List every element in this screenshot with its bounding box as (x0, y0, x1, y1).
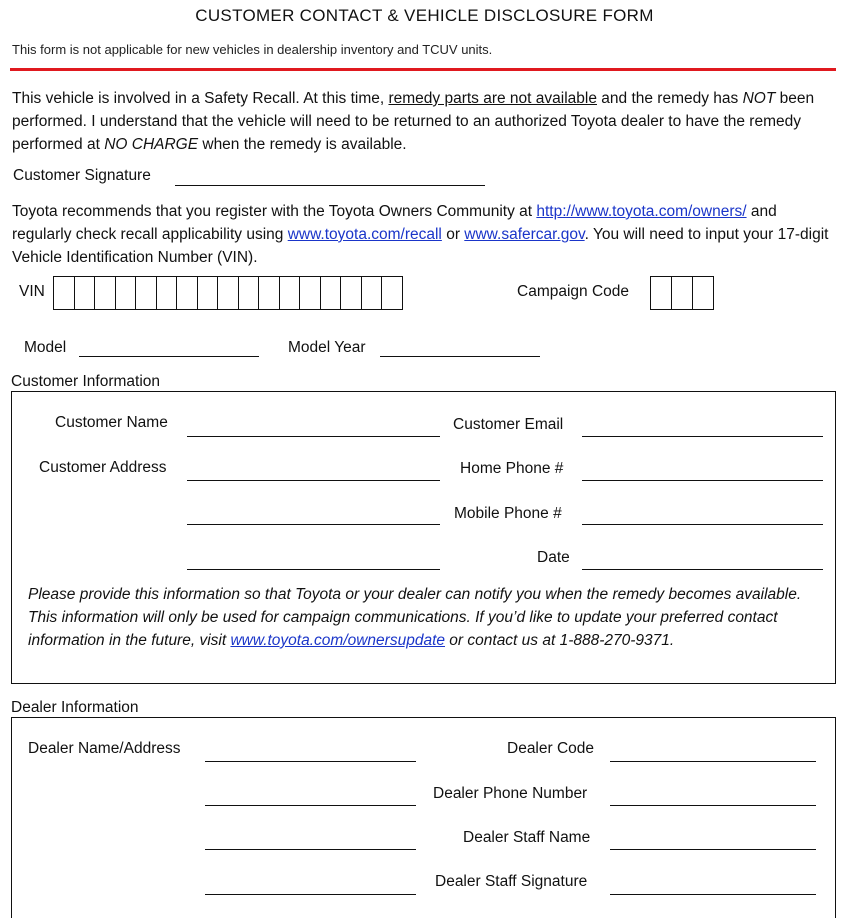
vin-entry-boxes[interactable] (53, 276, 403, 310)
vin-char-box[interactable] (362, 277, 383, 309)
dealer-address-line-3[interactable] (205, 849, 416, 850)
vin-char-box[interactable] (177, 277, 198, 309)
mobile-phone-field[interactable] (582, 524, 823, 525)
vin-char-box[interactable] (54, 277, 75, 309)
recall-lookup-link[interactable]: www.toyota.com/recall (287, 226, 442, 243)
vin-char-box[interactable] (321, 277, 342, 309)
vin-char-box[interactable] (300, 277, 321, 309)
model-year-field[interactable] (380, 356, 540, 357)
campaign-code-boxes[interactable] (650, 276, 714, 310)
header-divider (10, 68, 836, 71)
dealer-name-address-field[interactable] (205, 761, 416, 762)
model-label: Model (24, 339, 67, 356)
dealer-staff-signature-label: Dealer Staff Signature (435, 873, 588, 890)
notice-text: Please provide this information so that Toyota or your dealer can notify you when the remedy becomes available. This information will only be used for campaign communications. If you’d like to update your preferred contact information in the future, visit (28, 586, 802, 649)
home-phone-field[interactable] (582, 480, 823, 481)
vin-char-box[interactable] (239, 277, 260, 309)
registration-paragraph (12, 200, 840, 269)
recall-emphasis: NOT (742, 90, 776, 107)
registration-text: or (441, 226, 465, 243)
customer-name-field[interactable] (187, 436, 440, 437)
model-year-label: Model Year (288, 339, 366, 356)
vin-char-box[interactable] (280, 277, 301, 309)
dealer-phone-field[interactable] (610, 805, 816, 806)
recall-text: been performed. I understand that the vehicle will need to be returned to an authorized Toyota dealer to have the remedy performed at (12, 90, 815, 153)
owners-community-link[interactable]: http://www.toyota.com/owners/ (536, 203, 747, 220)
customer-address-line-3[interactable] (187, 569, 440, 570)
recall-text: This vehicle is involved in a Safety Recall. At this time, (12, 90, 389, 107)
dealer-info-heading: Dealer Information (11, 699, 139, 716)
recall-text: when the remedy is available. (198, 136, 407, 153)
customer-info-heading: Customer Information (11, 373, 161, 390)
recall-parts-status: remedy parts are not available (388, 90, 597, 107)
campaign-char-box[interactable] (693, 277, 713, 309)
home-phone-label: Home Phone # (460, 460, 564, 477)
customer-address-label: Customer Address (39, 459, 167, 476)
date-field[interactable] (582, 569, 823, 570)
dealer-code-field[interactable] (610, 761, 816, 762)
customer-email-field[interactable] (582, 436, 823, 437)
recall-emphasis: NO CHARGE (104, 136, 199, 153)
vin-char-box[interactable] (218, 277, 239, 309)
customer-name-label: Customer Name (55, 414, 168, 431)
vin-label: VIN (19, 283, 45, 300)
dealer-staff-name-field[interactable] (610, 849, 816, 850)
vin-char-box[interactable] (116, 277, 137, 309)
mobile-phone-label: Mobile Phone # (454, 505, 562, 522)
dealer-address-line-2[interactable] (205, 805, 416, 806)
dealer-name-address-label: Dealer Name/Address (28, 740, 181, 757)
form-title: CUSTOMER CONTACT & VEHICLE DISCLOSURE FORM (195, 6, 654, 25)
registration-text: and regularly check recall applicability using (12, 203, 777, 243)
campaign-char-box[interactable] (672, 277, 693, 309)
customer-email-label: Customer Email (453, 416, 564, 433)
dealer-staff-name-label: Dealer Staff Name (463, 829, 591, 846)
campaign-char-box[interactable] (651, 277, 672, 309)
customer-address-field[interactable] (187, 480, 440, 481)
customer-signature-label: Customer Signature (13, 167, 151, 184)
campaign-code-label: Campaign Code (517, 283, 630, 300)
customer-address-line-2[interactable] (187, 524, 440, 525)
vin-char-box[interactable] (341, 277, 362, 309)
dealer-address-line-4[interactable] (205, 894, 416, 895)
vin-char-box[interactable] (259, 277, 280, 309)
registration-text: Toyota recommends that you register with the Toyota Owners Community at (12, 203, 537, 220)
vin-char-box[interactable] (136, 277, 157, 309)
dealer-code-label: Dealer Code (507, 740, 595, 757)
dealer-phone-label: Dealer Phone Number (433, 785, 588, 802)
vin-char-box[interactable] (198, 277, 219, 309)
date-label: Date (537, 549, 570, 566)
notice-text: or contact us at 1-888-270-9371. (445, 632, 675, 649)
owners-update-link[interactable]: www.toyota.com/ownersupdate (230, 632, 445, 649)
registration-text: . You will need to input your 17-digit Vehicle Identification Number (VIN). (12, 226, 829, 266)
model-field[interactable] (79, 356, 259, 357)
vin-char-box[interactable] (95, 277, 116, 309)
recall-statement (12, 87, 840, 156)
safercar-link[interactable]: www.safercar.gov (464, 226, 585, 243)
customer-signature-field[interactable] (175, 185, 485, 186)
recall-text: and the remedy has (596, 90, 743, 107)
dealer-staff-signature-field[interactable] (610, 894, 816, 895)
vin-char-box[interactable] (382, 277, 402, 309)
vin-char-box[interactable] (75, 277, 96, 309)
vin-char-box[interactable] (157, 277, 178, 309)
form-applicability-note: This form is not applicable for new vehicles in dealership inventory and TCUV units. (12, 42, 493, 57)
contact-info-notice (28, 583, 820, 652)
